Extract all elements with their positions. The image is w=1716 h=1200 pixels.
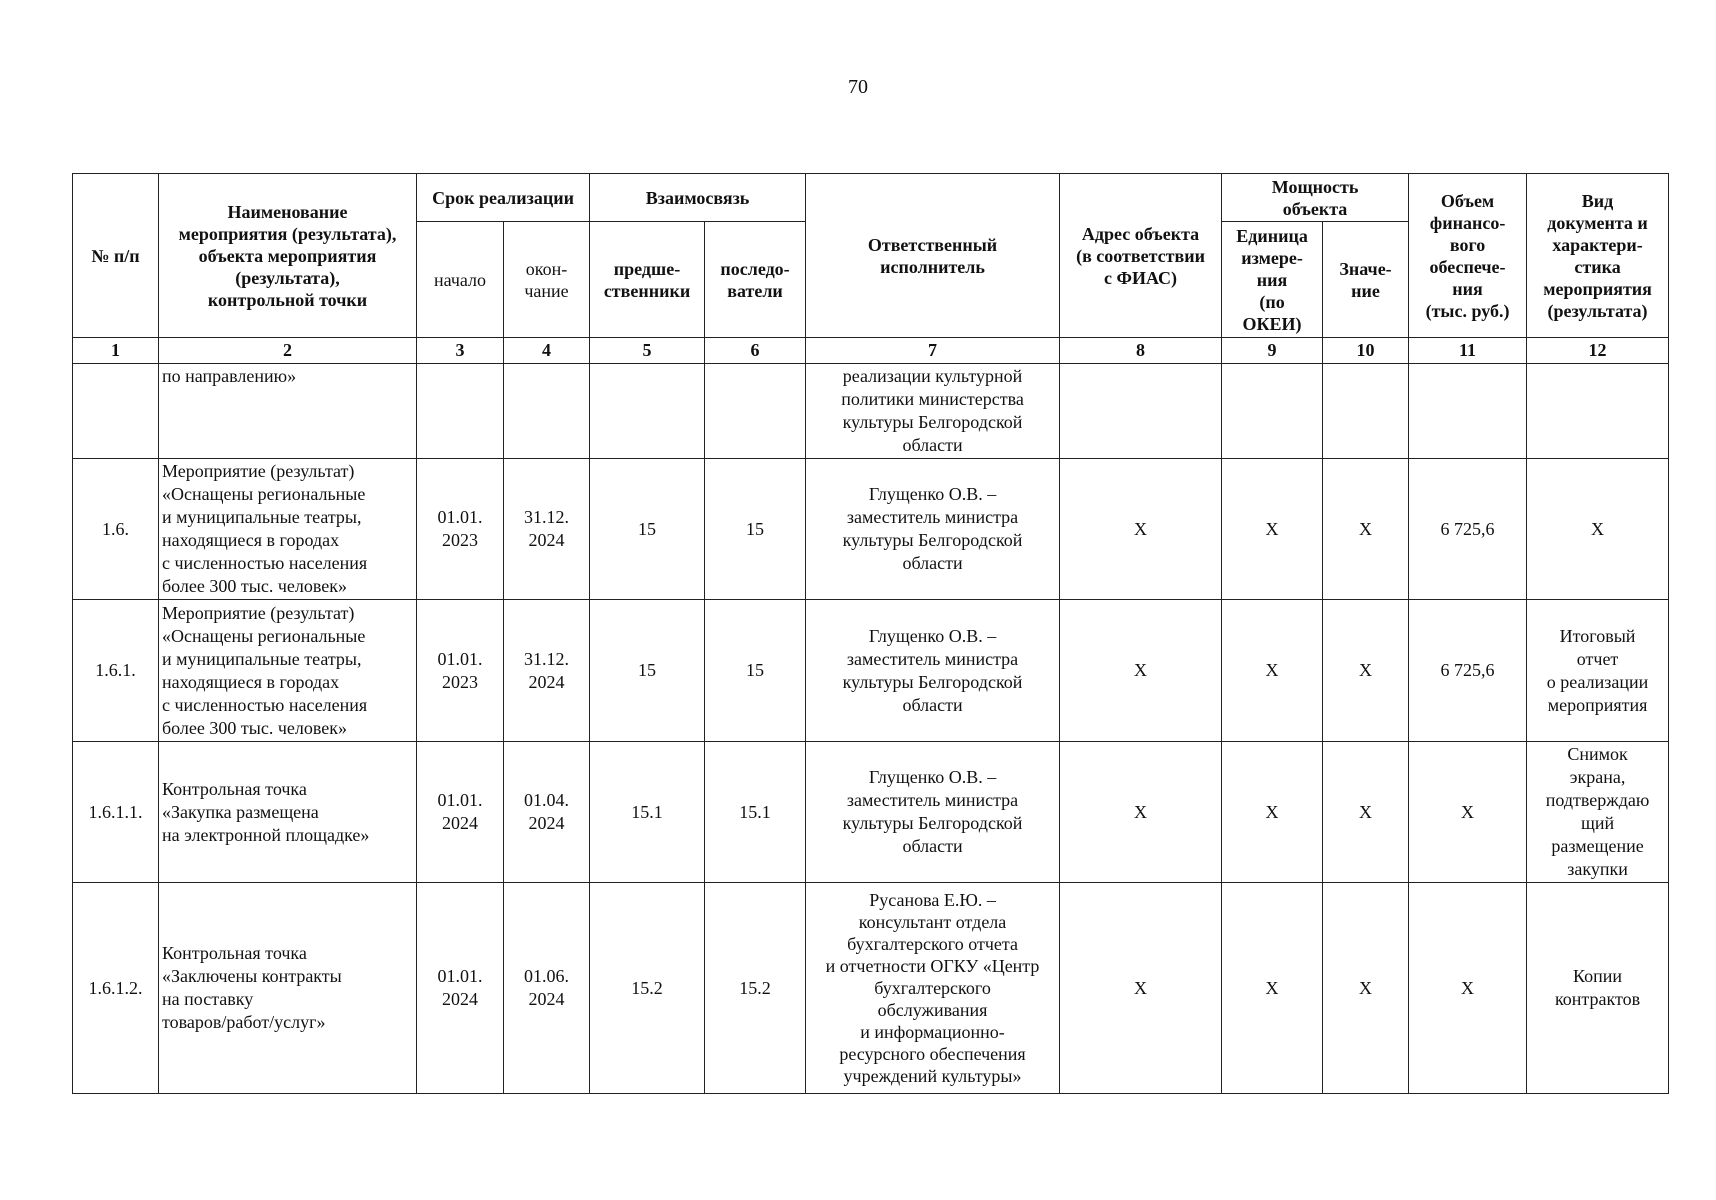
cell-end: 31.12. 2024: [504, 600, 590, 742]
page-number: 70: [848, 76, 868, 98]
column-number: 4: [504, 338, 590, 364]
header-num: № п/п: [73, 174, 159, 338]
cell-pred: 15.1: [590, 742, 705, 883]
column-number: 9: [1222, 338, 1323, 364]
header-pred: предше- ственники: [590, 222, 705, 338]
cell-num: 1.6.1.1.: [73, 742, 159, 883]
cell-end: 01.06. 2024: [504, 883, 590, 1094]
cell-num: 1.6.: [73, 459, 159, 600]
header-end: окон- чание: [504, 222, 590, 338]
cell-doc: Итоговый отчет о реализации мероприятия: [1527, 600, 1669, 742]
cell-value: X: [1323, 883, 1409, 1094]
cell-unit: [1222, 364, 1323, 459]
column-number: 11: [1409, 338, 1527, 364]
header-period: Срок реализации: [417, 174, 590, 222]
cell-finance: 6 725,6: [1409, 600, 1527, 742]
header-value: Значе- ние: [1323, 222, 1409, 338]
cell-unit: X: [1222, 459, 1323, 600]
cell-address: [1060, 364, 1222, 459]
cell-start: 01.01. 2023: [417, 459, 504, 600]
cell-doc: Снимок экрана, подтверждаю щий размещение закупки: [1527, 742, 1669, 883]
plan-table: [72, 173, 1669, 1094]
cell-name: Контрольная точка «Заключены контракты на поставку товаров/работ/услуг»: [159, 883, 417, 1094]
header-succ: последо- ватели: [705, 222, 806, 338]
column-number-row: [73, 338, 1669, 364]
header-capacity: Мощность объекта: [1222, 174, 1409, 222]
header-link: Взаимосвязь: [590, 174, 806, 222]
table-row: [73, 742, 1669, 883]
table-row: [73, 600, 1669, 742]
cell-unit: X: [1222, 742, 1323, 883]
table-row: [73, 364, 1669, 459]
cell-num: 1.6.1.: [73, 600, 159, 742]
cell-succ: 15.1: [705, 742, 806, 883]
cell-finance: X: [1409, 742, 1527, 883]
column-number: 3: [417, 338, 504, 364]
cell-doc: [1527, 364, 1669, 459]
cell-address: X: [1060, 883, 1222, 1094]
cell-start: 01.01. 2024: [417, 883, 504, 1094]
header-start: начало: [417, 222, 504, 338]
cell-start: [417, 364, 504, 459]
cell-finance: 6 725,6: [1409, 459, 1527, 600]
cell-doc: Копии контрактов: [1527, 883, 1669, 1094]
cell-succ: 15: [705, 459, 806, 600]
cell-end: 31.12. 2024: [504, 459, 590, 600]
cell-start: 01.01. 2023: [417, 600, 504, 742]
table-header: [73, 174, 1669, 364]
header-finance: Объем финансо- вого обеспече- ния (тыс. руб.): [1409, 174, 1527, 338]
cell-pred: 15: [590, 600, 705, 742]
cell-responsible: Русанова Е.Ю. – консультант отдела бухгалтерского отчета и отчетности ОГКУ «Центр бухгалтерского обслуживания и информационно- ресурсного обеспечения учреждений культуры»: [806, 883, 1060, 1094]
table-row: [73, 459, 1669, 600]
column-number: 2: [159, 338, 417, 364]
cell-name: Мероприятие (результат) «Оснащены региональные и муниципальные театры, находящиеся в городах с численностью населения более 300 тыс. человек»: [159, 459, 417, 600]
cell-finance: [1409, 364, 1527, 459]
column-number: 12: [1527, 338, 1669, 364]
column-number: 7: [806, 338, 1060, 364]
cell-name: Контрольная точка «Закупка размещена на электронной площадке»: [159, 742, 417, 883]
cell-succ: 15: [705, 600, 806, 742]
cell-address: X: [1060, 742, 1222, 883]
cell-responsible: реализации культурной политики министерства культуры Белгородской области: [806, 364, 1060, 459]
cell-responsible: Глущенко О.В. – заместитель министра культуры Белгородской области: [806, 742, 1060, 883]
cell-succ: [705, 364, 806, 459]
header-responsible: Ответственный исполнитель: [806, 174, 1060, 338]
header-doc: Вид документа и характери- стика мероприятия (результата): [1527, 174, 1669, 338]
cell-doc: X: [1527, 459, 1669, 600]
cell-name: по направлению»: [159, 364, 417, 459]
cell-pred: 15: [590, 459, 705, 600]
cell-responsible: Глущенко О.В. – заместитель министра культуры Белгородской области: [806, 600, 1060, 742]
cell-unit: X: [1222, 883, 1323, 1094]
header-name: Наименование мероприятия (результата), объекта мероприятия (результата), контрольной точки: [159, 174, 417, 338]
column-number: 8: [1060, 338, 1222, 364]
column-number: 6: [705, 338, 806, 364]
cell-pred: 15.2: [590, 883, 705, 1094]
cell-end: 01.04. 2024: [504, 742, 590, 883]
cell-unit: X: [1222, 600, 1323, 742]
cell-name: Мероприятие (результат) «Оснащены региональные и муниципальные театры, находящиеся в городах с численностью населения более 300 тыс. человек»: [159, 600, 417, 742]
column-number: 1: [73, 338, 159, 364]
cell-address: X: [1060, 459, 1222, 600]
header-unit: Единица измере- ния (по ОКЕИ): [1222, 222, 1323, 338]
cell-pred: [590, 364, 705, 459]
cell-num: [73, 364, 159, 459]
cell-responsible: Глущенко О.В. – заместитель министра культуры Белгородской области: [806, 459, 1060, 600]
cell-start: 01.01. 2024: [417, 742, 504, 883]
cell-value: [1323, 364, 1409, 459]
cell-succ: 15.2: [705, 883, 806, 1094]
column-number: 10: [1323, 338, 1409, 364]
column-number: 5: [590, 338, 705, 364]
cell-value: X: [1323, 742, 1409, 883]
cell-num: 1.6.1.2.: [73, 883, 159, 1094]
cell-address: X: [1060, 600, 1222, 742]
table-row: [73, 883, 1669, 1094]
cell-value: X: [1323, 600, 1409, 742]
header-address: Адрес объекта (в соответствии с ФИАС): [1060, 174, 1222, 338]
cell-finance: X: [1409, 883, 1527, 1094]
cell-end: [504, 364, 590, 459]
cell-value: X: [1323, 459, 1409, 600]
